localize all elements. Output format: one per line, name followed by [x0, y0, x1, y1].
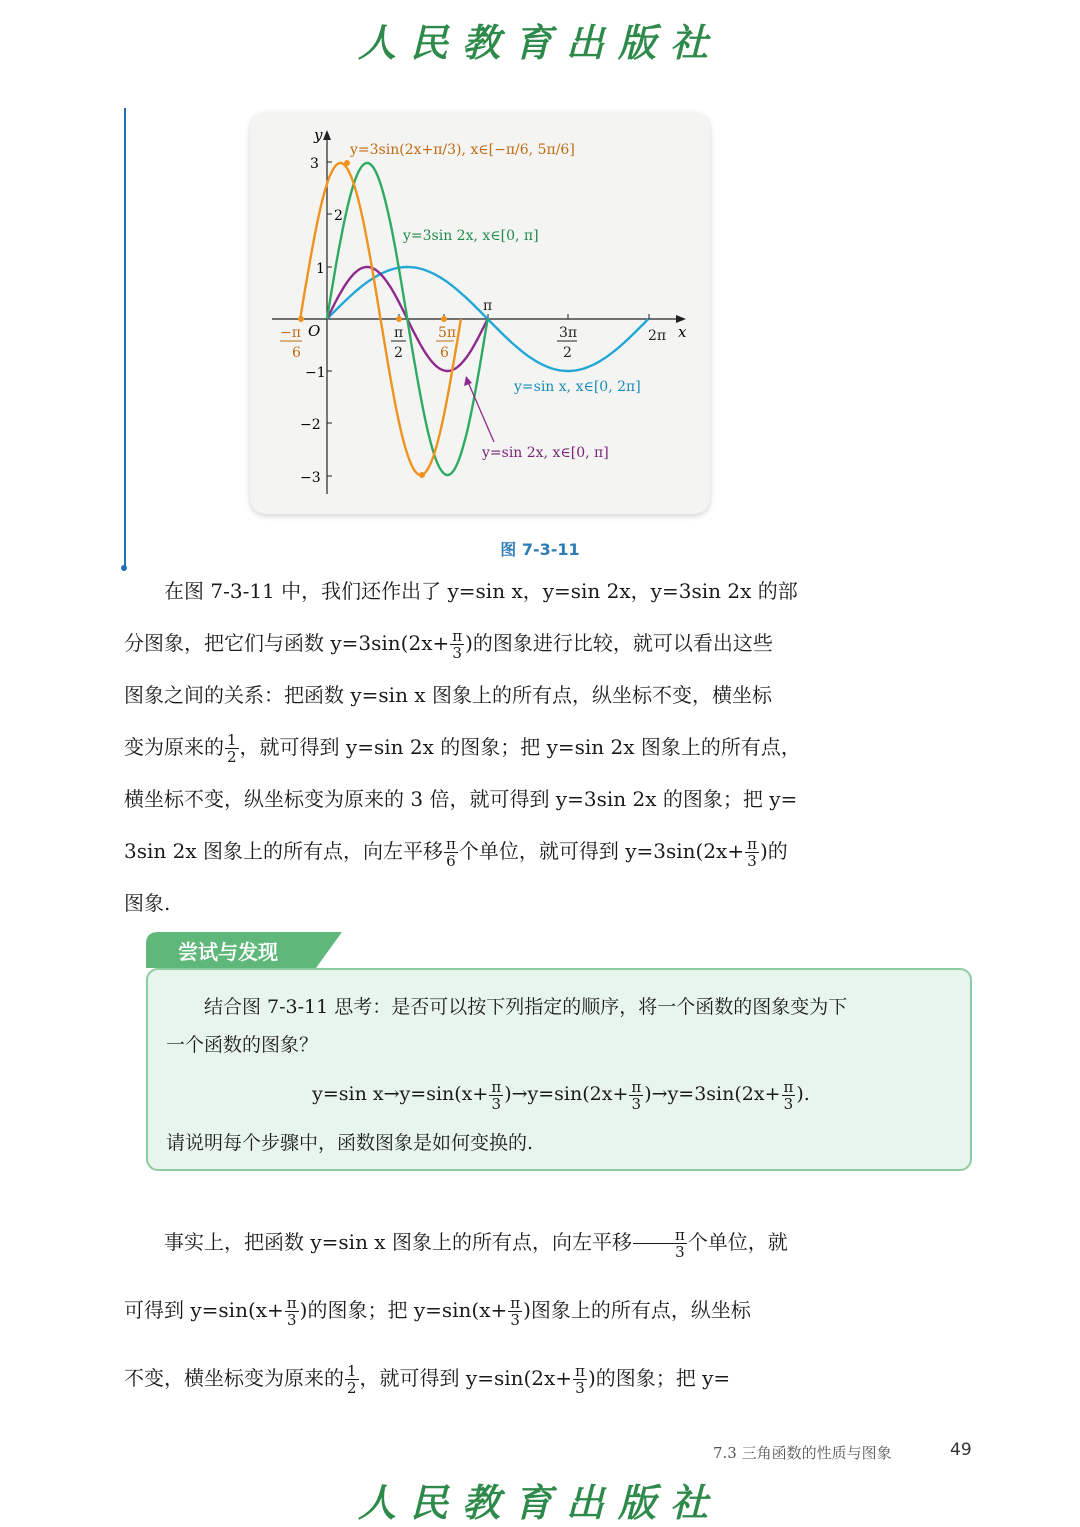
x-tick-3pi2-den: 2 [563, 345, 572, 361]
x-tick-neg-pi6-num: −π [280, 325, 301, 341]
try-box-content [166, 988, 956, 1162]
margin-rule [124, 108, 126, 568]
x-tick-neg-pi6-den: 6 [292, 345, 301, 361]
y-axis-label: y [314, 126, 323, 144]
figure-caption: 图 7-3-11 [500, 540, 580, 559]
publisher-watermark-top: 人民教育出版社 [357, 20, 722, 65]
page-number: 49 [950, 1440, 972, 1460]
y-tick-3: 3 [310, 156, 319, 172]
x-tick-5pi6-num: 5π [438, 325, 457, 341]
label-purple-curve: y=sin 2x, x∈[0, π] [482, 445, 609, 461]
trig-graph [250, 112, 710, 514]
origin-label: O [308, 322, 321, 340]
y-tick-neg2: −2 [300, 417, 321, 433]
try-question-line-3: 请说明每个步骤中，函数图象是如何变换的. [166, 1132, 534, 1154]
figure-card [250, 112, 710, 514]
pointer-arrow-icon [464, 376, 472, 386]
x-axis-arrow-icon [676, 315, 686, 323]
para1-line-6: 3sin 2x 图象上的所有点，向左平移 $\frac{\pi}{6}$ 个单位，就可得到 y=3sin(2x+ $\frac{\pi}{3}$ )的 [124, 835, 788, 870]
para1-line-4: 变为原来的 $\frac{1}{2}$ ，就可得到 y=sin 2x 的图象；把 y=sin 2x 图象上的所有点， [124, 731, 801, 766]
x-tick-pi: π [483, 298, 493, 314]
para1-line-7: 图象. [124, 891, 171, 915]
label-green-curve: y=3sin 2x, x∈[0, π] [403, 228, 539, 244]
para1-line-3: 图象之间的关系：把函数 y=sin x 图象上的所有点，纵坐标不变，横坐标 [124, 683, 772, 707]
x-tick-pi2-num: π [394, 325, 404, 341]
x-axis-label: x [678, 323, 687, 341]
y-tick-neg1: −1 [305, 365, 326, 381]
label-orange-curve: y=3sin(2x+π/3), x∈[−π/6, 5π/6] [350, 142, 575, 158]
para2-line-3: 不变，横坐标变为原来的 $\frac{1}{2}$ ，就可得到 y=sin(2x+ $\frac{\pi}{3}$ )的图象；把 y= [124, 1362, 731, 1397]
para1-line-2: 分图象，把它们与函数 y=3sin(2x+ $\frac{\pi}{3}$ )的图象进行比较，就可以看出这些 [124, 627, 773, 662]
try-box-title: 尝试与发现 [178, 940, 278, 964]
para2-line-1: 事实上，把函数 y=sin x 图象上的所有点，向左平移 $\frac{\pi}{3}$ 个单位，就 [164, 1226, 788, 1261]
footer-section-title: 7.3 三角函数的性质与图象 [713, 1444, 892, 1462]
publisher-watermark-bottom: 人民教育出版社 [357, 1480, 722, 1525]
try-question-line-1: 结合图 7-3-11 思考：是否可以按下列指定的顺序，将一个函数的图象变为下 [204, 996, 848, 1018]
label-blue-curve: y=sin x, x∈[0, 2π] [514, 379, 641, 395]
paragraph-2 [124, 1208, 844, 1412]
x-tick-3pi2-num: 3π [559, 325, 578, 341]
y-axis-arrow-icon [323, 130, 331, 140]
para2-line-2: 可得到 y=sin(x+ $\frac{\pi}{3}$ )的图象；把 y=sin(x+ $\frac{\pi}{3}$ )图象上的所有点，纵坐标 [124, 1294, 751, 1329]
try-question-line-2: 一个函数的图象？ [166, 1034, 319, 1056]
y-tick-neg3: −3 [300, 470, 321, 486]
y-tick-2: 2 [334, 208, 343, 224]
paragraph-1 [124, 565, 844, 929]
para1-line-5: 横坐标不变，纵坐标变为原来的 3 倍，就可得到 y=3sin 2x 的图象；把 y= [124, 787, 798, 811]
x-tick-pi2-den: 2 [394, 345, 403, 361]
x-tick-5pi6-den: 6 [440, 345, 449, 361]
para1-line-1: 在图 7-3-11 中，我们还作出了 y=sin x，y=sin 2x，y=3sin 2x 的部 [164, 579, 798, 603]
y-tick-1: 1 [316, 261, 325, 277]
x-tick-2pi: 2π [648, 328, 667, 344]
try-equation-chain: y=sin x→y=sin(x+ $\frac{\pi}{3}$ )→y=sin(2x+ $\frac{\pi}{3}$ )→y=3sin(2x+ $\frac{\pi}{3}$ ). [312, 1077, 810, 1113]
